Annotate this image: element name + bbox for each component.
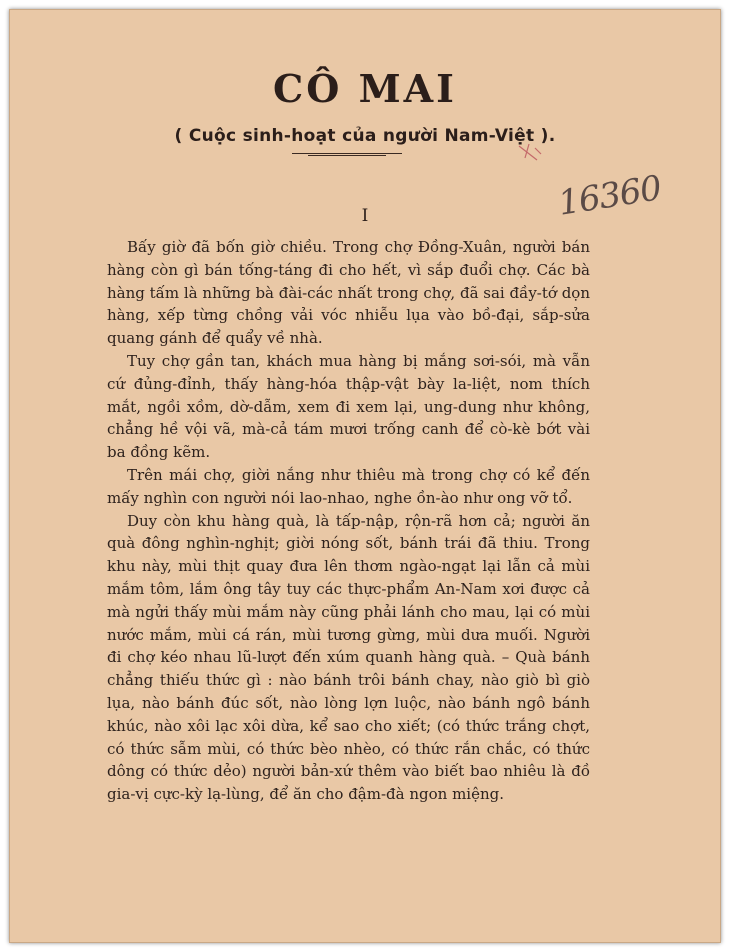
title-divider xyxy=(292,153,402,154)
page-subtitle: ( Cuộc sinh-hoạt của người Nam-Việt ). xyxy=(174,126,556,146)
chapter-number: I xyxy=(361,206,369,226)
page-title: CÔ MAI xyxy=(273,66,457,111)
paragraph: Duy còn khu hàng quà, là tấp-nập, rộn-rã hơn cả; người ăn quà đông nghìn-nghịt; giời nóng sốt, bánh trái đã thiu. Trong khu này, mùi thịt quay đưa lên thơm ngào-ngạt lại lẫn cả mùi mắm tôm, lắm ông tây tuy các thực-phẩm An-Nam xơi được cả mà ngửi thấy mùi mắm này cũng phải lánh cho mau, lại có mùi nước mắm, mùi cá rán, mùi tương gừng, mùi dưa muối. Người đi chợ kéo nhau lũ-lượt đến xúm quanh hàng quà. – Quà bánh chẳng thiếu thức gì : nào bánh trôi bánh chay, nào giò bì giò lụa, nào bánh đúc sốt, nào lòng lợn luộc, nào bánh ngô bánh khúc, nào xôi lạc xôi dừa, kể sao cho xiết; (có thức trắng chợt, có thức sẫm mùi, có thức bèo nhèo, có thức rắn chắc, có thức dông có thức dẻo) người bản-xứ thêm vào biết bao nhiêu là đồ gia-vị cực-kỳ lạ-lùng, để ăn cho đậm-đà ngon miệng. xyxy=(107,511,590,804)
paragraph: Bấy giờ đã bốn giờ chiều. Trong chợ Đồng-Xuân, người bán hàng còn gì bán tống-táng đi cho hết, vì sắp đuổi chợ. Các bà hàng tấm là những bà đài-các nhất trong chợ, đã sai đầy-tớ dọn hàng, xếp từng chồng vải vóc nhiễu lụa vào bồ-đại, sắp-sửa quang gánh để quẩy về nhà. xyxy=(107,238,590,348)
body-text xyxy=(107,236,590,806)
book-page xyxy=(9,9,721,943)
pencil-mark-icon xyxy=(515,140,545,166)
paragraph: Tuy chợ gần tan, khách mua hàng bị mắng sơi-sói, mà vẫn cứ đủng-đỉnh, thấy hàng-hóa thập-vật bày la-liệt, nom thích mắt, ngồi xồm, dờ-dẫm, xem đi xem lại, ung-dung như không, chẳng hề vội vã, mà-cả tám mươi trống canh để cò-kè bớt vài ba đồng kẽm. xyxy=(107,351,590,462)
paragraph: Trên mái chợ, giời nắng như thiêu mà trong chợ có kể đến mấy nghìn con người nói lao-nhao, nghe ồn-ào như ong vỡ tổ. xyxy=(107,465,590,507)
title-divider-short xyxy=(308,155,386,156)
handwritten-shelf-mark: 16360 xyxy=(555,168,664,224)
